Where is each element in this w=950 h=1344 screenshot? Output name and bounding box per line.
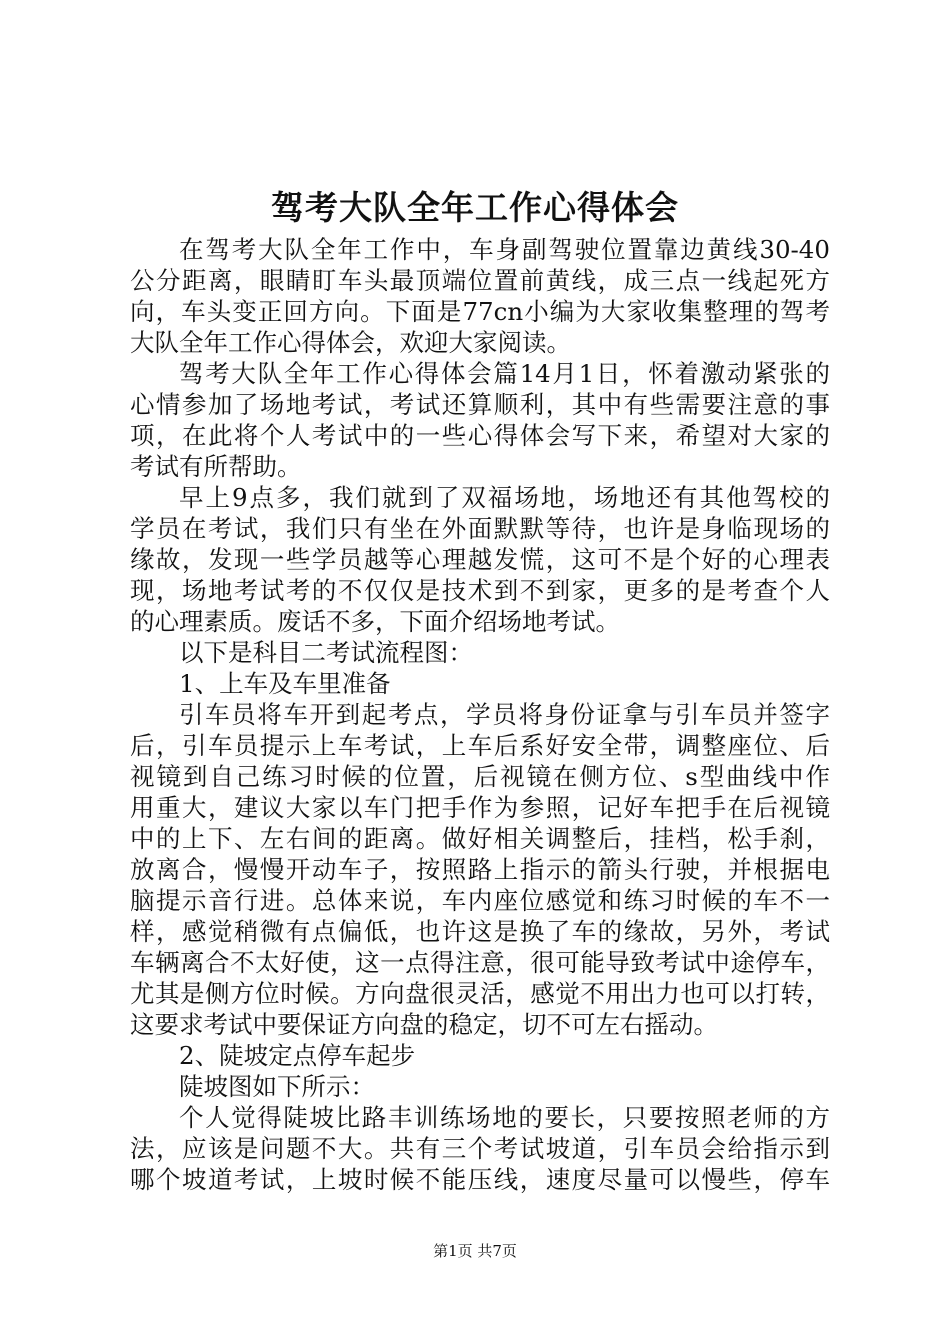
paragraph-line: 心情参加了场地考试，考试还算顺利，其中有些需要注意的事 [130, 390, 830, 419]
paragraph-line: 学员在考试，我们只有坐在外面默默等待，也许是身临现场的 [130, 514, 830, 543]
paragraph-line: 以下是科目二考试流程图： [179, 638, 473, 667]
paragraph-line: 陡坡图如下所示： [179, 1072, 375, 1101]
paragraph-line: 样，感觉稍微有点偏低，也许这是换了车的缘故，另外，考试 [130, 917, 830, 946]
paragraph-line: 放离合，慢慢开动车子，按照路上指示的箭头行驶，并根据电 [130, 855, 830, 884]
paragraph-line: 早上9点多，我们就到了双福场地，场地还有其他驾校的 [179, 483, 830, 512]
paragraph [130, 1071, 830, 1102]
paragraph-line: 在驾考大队全年工作中，车身副驾驶位置靠边黄线30-40 [179, 235, 830, 264]
paragraph-line: 尤其是侧方位时候。方向盘很灵活，感觉不用出力也可以打转， [130, 979, 830, 1008]
paragraph-line: 视镜到自己练习时候的位置，后视镜在侧方位、s型曲线中作 [130, 762, 830, 791]
paragraph [130, 358, 830, 482]
paragraph-line: 这要求考试中要保证方向盘的稳定，切不可左右摇动。 [130, 1010, 718, 1039]
paragraph-line: 引车员将车开到起考点，学员将身份证拿与引车员并签字 [179, 700, 830, 729]
paragraph-line: 现，场地考试考的不仅仅是技术到不到家，更多的是考查个人 [130, 576, 830, 605]
paragraph-line: 大队全年工作心得体会，欢迎大家阅读。 [130, 328, 571, 357]
paragraph-line: 脑提示音行进。总体来说，车内座位感觉和练习时候的车不一 [130, 886, 830, 915]
page-footer: 第1页 共7页 [433, 1242, 517, 1260]
paragraph-line: 缘故，发现一些学员越等心理越发慌，这可不是个好的心理表 [130, 545, 830, 574]
paragraph-line: 1、上车及车里准备 [179, 669, 391, 698]
paragraph [130, 637, 830, 668]
paragraph-line: 中的上下、左右间的距离。做好相关调整后，挂档，松手刹， [130, 824, 830, 853]
paragraph-line: 2、陡坡定点停车起步 [179, 1041, 416, 1070]
paragraph [130, 668, 830, 699]
paragraph-line: 哪个坡道考试，上坡时候不能压线，速度尽量可以慢些，停车 [130, 1165, 830, 1194]
paragraph-line: 的心理素质。废话不多，下面介绍场地考试。 [130, 607, 620, 636]
paragraph-line: 车辆离合不太好使，这一点得注意，很可能导致考试中途停车， [130, 948, 830, 977]
paragraph-line: 考试有所帮助。 [130, 452, 302, 481]
paragraph-line: 个人觉得陡坡比路丰训练场地的要长，只要按照老师的方 [179, 1103, 830, 1132]
paragraph-line: 后，引车员提示上车考试，上车后系好安全带，调整座位、后 [130, 731, 830, 760]
paragraph-line: 公分距离，眼睛盯车头最顶端位置前黄线，成三点一线起死方 [130, 266, 830, 295]
paragraph [130, 1040, 830, 1071]
document-body [130, 234, 830, 1195]
paragraph-line: 向，车头变正回方向。下面是77cn小编为大家收集整理的驾考 [130, 297, 830, 326]
paragraph-line: 法，应该是问题不大。共有三个考试坡道，引车员会给指示到 [130, 1134, 830, 1163]
paragraph [130, 699, 830, 1040]
paragraph [130, 1102, 830, 1195]
paragraph-line: 项，在此将个人考试中的一些心得体会写下来，希望对大家的 [130, 421, 830, 450]
paragraph-line: 驾考大队全年工作心得体会篇14月1日，怀着激动紧张的 [179, 359, 830, 388]
document-title: 驾考大队全年工作心得体会 [271, 188, 679, 227]
paragraph [130, 234, 830, 358]
paragraph [130, 482, 830, 637]
paragraph-line: 用重大，建议大家以车门把手作为参照，记好车把手在后视镜 [130, 793, 830, 822]
